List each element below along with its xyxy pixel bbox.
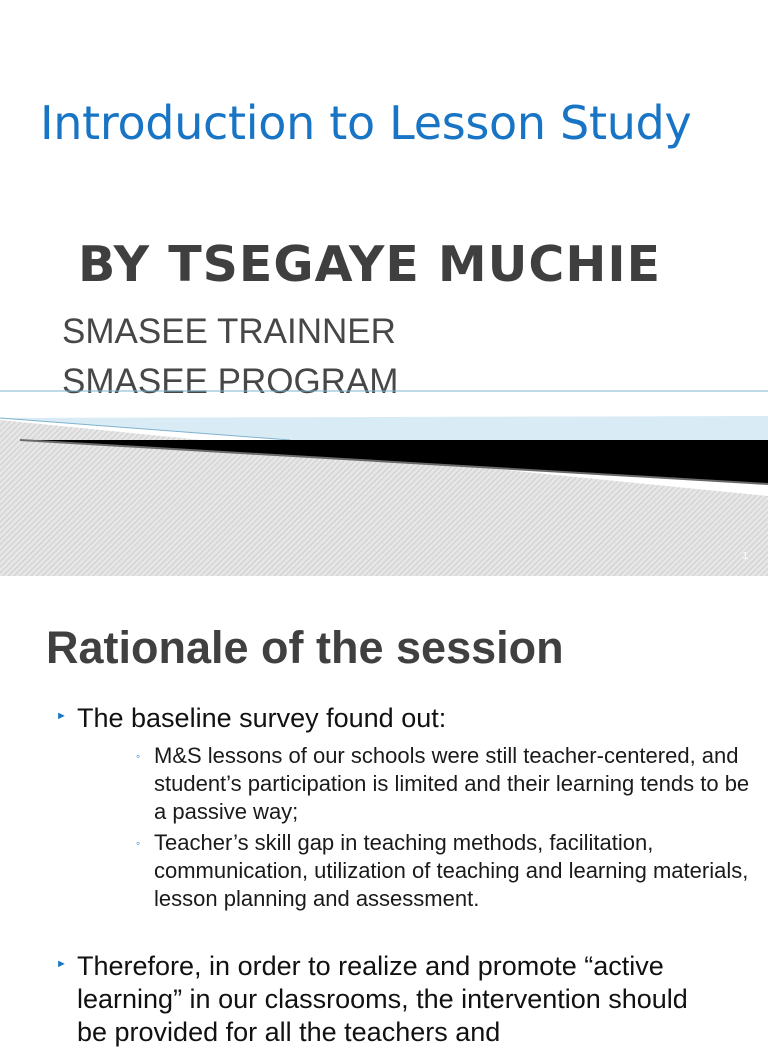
triangle-bullet-icon: ► — [56, 710, 67, 722]
subtitle-line-program: SMASEE PROGRAM — [62, 362, 399, 401]
decorative-band-graphic — [0, 380, 768, 576]
bullet-text: Therefore, in order to realize and promote “active learning” in our classrooms, the intervention should be provided for all the teachers and — [77, 951, 688, 1047]
sub-bullet-text: M&S lessons of our schools were still teacher-centered, and student’s participation is limited and their learning tends to be a passive way; — [154, 743, 750, 824]
slide-title: Rationale of the session — [46, 622, 564, 673]
triangle-bullet-icon: ► — [56, 958, 67, 970]
bullet-text: The baseline survey found out: — [77, 703, 447, 733]
circle-bullet-icon: ◦ — [136, 836, 141, 850]
circle-bullet-icon: ◦ — [136, 749, 141, 763]
sub-bullet-text: Teacher’s skill gap in teaching methods, facilitation, communication, utilization of teaching and learning materials, lesson planning and assessment. — [154, 830, 749, 911]
subtitle-line-role: SMASEE TRAINNER — [62, 312, 396, 351]
slide-title: Introduction to Lesson Study — [40, 96, 692, 150]
sub-bullet-list — [136, 742, 756, 916]
author-heading: BY TSEGAYE MUCHIE — [78, 236, 662, 293]
content-slide — [0, 576, 768, 1047]
sub-list-item — [136, 742, 756, 826]
sub-list-item — [136, 829, 756, 913]
slide-number: 1 — [742, 551, 748, 562]
